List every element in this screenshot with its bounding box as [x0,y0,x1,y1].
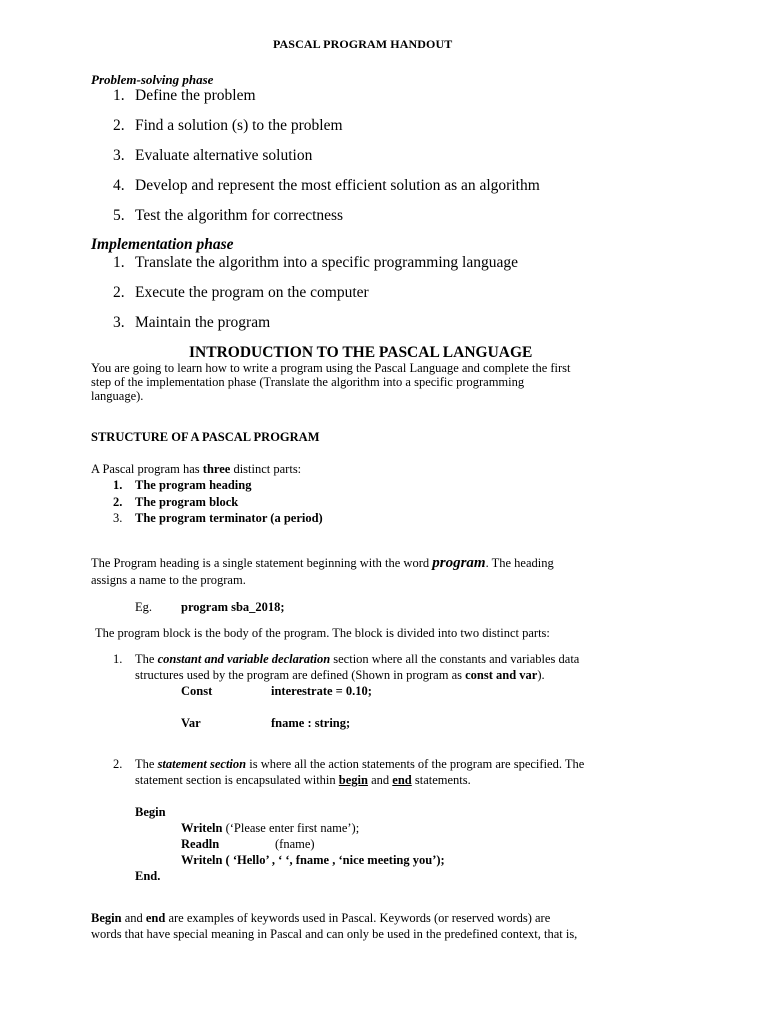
decl-item-line-1 [113,652,579,667]
impl-item-3 [113,314,270,332]
item-text: The [135,652,158,666]
closing-text: are examples of keywords used in Pascal. Keywords (or reserved words) are [165,911,551,925]
code-line-3: Writeln ( ‘Hello’ , ‘ ‘, fname , ‘nice meeting you’); [181,853,445,867]
item-emphasis: const and var [465,668,538,682]
structure-heading: STRUCTURE OF A PASCAL PROGRAM [91,430,320,444]
structure-part-3 [113,511,323,526]
intro-heading: INTRODUCTION TO THE PASCAL LANGUAGE [189,344,533,361]
keyword-end: end [392,773,412,787]
item-text: Test the algorithm for correctness [135,207,344,224]
page-title: PASCAL PROGRAM HANDOUT [273,37,453,51]
lead-emphasis: three [202,462,231,476]
closing-text: and [121,911,146,925]
intro-line-3: language). [91,389,144,403]
item-text: structures used by the program are defined (Shown in program as [135,668,466,682]
const-keyword: Const [181,684,213,698]
item-text: statements. [411,773,471,787]
code-end: End. [135,869,161,883]
item-text: statement section is encapsulated within [135,773,339,787]
item-number: 3. [113,314,125,331]
structure-part-1 [113,478,251,493]
item-text: section where all the constants and variables data [330,652,580,666]
problem-item-5 [113,207,343,225]
closing-line-2: words that have special meaning in Pascal and can only be used in the predefined context, that is, [91,927,578,941]
item-number: 1. [113,652,123,666]
item-number: 1. [113,254,125,271]
part-text: The program heading [135,478,252,492]
implementation-phase-heading: Implementation phase [91,236,234,253]
item-number: 2. [113,117,125,134]
item-number: 1. [113,87,125,104]
example-label: Eg. [135,600,153,614]
item-text: Translate the algorithm into a specific programming language [135,254,518,271]
item-text: Maintain the program [135,314,271,331]
code-begin: Begin [135,805,166,819]
structure-part-2 [113,495,238,510]
var-keyword: Var [181,716,201,730]
item-text: Find a solution (s) to the problem [135,117,343,134]
code-text: (‘Please enter first name’); [222,821,360,835]
code-keyword: Writeln [181,821,223,835]
item-text: Develop and represent the most efficient solution as an algorithm [135,177,540,194]
item-text: Define the problem [135,87,256,104]
structure-lead [91,462,301,477]
item-text: and [367,773,393,787]
decl-item-line-2 [135,668,545,683]
stmt-item-line-2 [135,773,471,788]
problem-item-1 [113,87,256,105]
item-text: Execute the program on the computer [135,284,369,301]
item-text: Evaluate alternative solution [135,147,313,164]
block-para: The program block is the body of the program. The block is divided into two distinct parts: [95,626,550,640]
item-number: 4. [113,177,125,194]
impl-item-1 [113,254,518,272]
stmt-item-line-1 [113,757,584,772]
problem-item-3 [113,147,312,165]
part-number: 1. [113,478,123,492]
item-number: 3. [113,147,125,164]
part-number: 3. [113,511,123,525]
problem-item-4 [113,177,540,195]
var-declaration: fname : string; [271,716,351,730]
impl-item-2 [113,284,369,302]
closing-line-1 [91,911,550,926]
part-number: 2. [113,495,123,509]
item-number: 2. [113,757,123,771]
problem-phase-heading: Problem-solving phase [91,72,214,87]
para-text: . The heading [485,556,554,570]
intro-line-1: You are going to learn how to write a program using the Pascal Language and complete the first [91,361,571,375]
keyword-program: program [432,555,486,571]
problem-item-2 [113,117,343,135]
item-text: is where all the action statements of the program are specified. The [246,757,585,771]
keyword-begin: Begin [91,911,122,925]
keyword-begin: begin [338,773,368,787]
item-number: 2. [113,284,125,301]
const-declaration: interestrate = 0.10; [271,684,372,698]
part-text: The program block [135,495,239,509]
item-emphasis: constant and variable declaration [157,652,331,666]
lead-text: A Pascal program has [91,462,203,476]
keyword-end: end [145,911,166,925]
intro-line-2: step of the implementation phase (Translate the algorithm into a specific programming [91,375,525,389]
item-number: 5. [113,207,125,224]
code-line-2-args: (fname) [275,837,315,851]
code-line-2-keyword: Readln [181,837,220,851]
example-code: program sba_2018; [181,600,285,614]
part-text: The program terminator (a period) [135,511,323,525]
item-text: The [135,757,158,771]
lead-text: distinct parts: [230,462,302,476]
item-emphasis: statement section [157,757,247,771]
item-text: ). [537,668,545,682]
heading-para-line-1 [91,555,554,572]
code-line-1 [181,821,359,836]
para-text: The Program heading is a single statement beginning with the word [91,556,433,570]
heading-para-line-2: assigns a name to the program. [91,573,246,587]
